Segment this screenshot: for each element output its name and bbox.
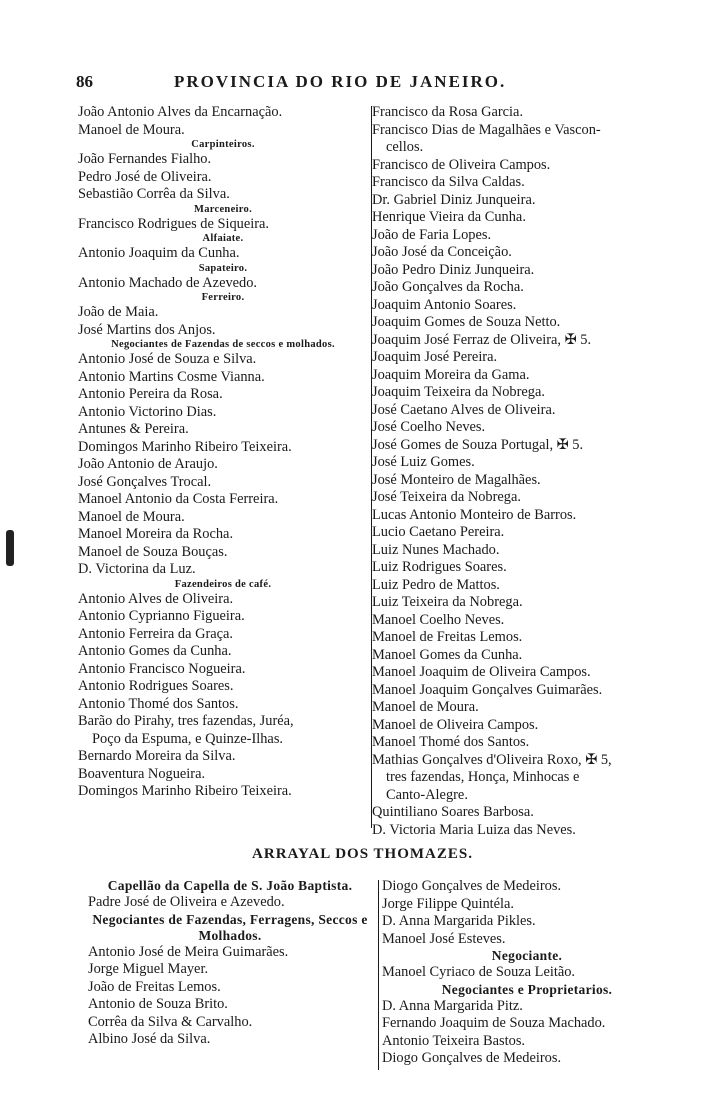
entry-line: José Luiz Gomes. — [372, 454, 475, 470]
entry-line: Manoel José Esteves. — [382, 930, 506, 947]
category-heading: Sapateiro. — [198, 262, 248, 274]
entry-line: João de Faria Lopes. — [372, 226, 492, 243]
entry-line: D. Victorina da Luz. — [78, 561, 196, 577]
entry-line: Francisco Rodrigues de Siqueira. — [78, 215, 270, 232]
category-heading: Ferreiro. — [201, 292, 245, 303]
entry-line: Joaquim José Ferraz de Oliveira, ✠ 5. — [372, 331, 592, 348]
entry-line: Antonio Cyprianno Figueira. — [78, 608, 245, 624]
entry-line: José Gomes de Souza Portugal, ✠ 5. — [372, 436, 584, 453]
entry-line: Antonio Machado de Azevedo. — [78, 274, 258, 291]
entry-line: Antonio Rodrigues Soares. — [78, 678, 234, 694]
entry-line: Lucas Antonio Monteiro de Barros. — [372, 506, 577, 523]
page-number: 86 — [76, 72, 93, 91]
entry-line: Antonio Francisco Nogueira. — [78, 660, 246, 677]
entry-line: João Antonio Alves da Encarnação. — [78, 104, 283, 120]
entry-line: Manoel de Moura. — [78, 508, 185, 525]
entry-line: João Gonçalves da Rocha. — [372, 279, 524, 295]
entry-line: José Gonçalves Trocal. — [78, 473, 212, 490]
entry-line: Sebastião Corrêa da Silva. — [78, 186, 230, 202]
page-header — [62, 72, 622, 94]
entry-line: Jorge Miguel Mayer. — [88, 961, 209, 977]
entry-line: Diogo Gonçalves de Medeiros. — [382, 1050, 562, 1066]
entry-continuation: cellos. — [386, 139, 424, 155]
entry-line: Manoel de Oliveira Campos. — [372, 716, 539, 733]
entry-line: Antonio Ferreira da Graça. — [78, 625, 234, 642]
ink-mark — [6, 530, 14, 566]
entry-line: Quintiliano Soares Barbosa. — [372, 804, 534, 820]
entry-line: Joaquim Gomes de Souza Netto. — [372, 314, 561, 330]
entry-line: Fernando Joaquim de Souza Machado. — [382, 1015, 606, 1031]
entry-line: Mathias Gonçalves d'Oliveira Roxo, ✠ 5, — [372, 751, 612, 768]
entry-line: Francisco Dias de Magalhães e Vascon- — [372, 121, 601, 138]
category-heading: Negociantes e Proprietarios. — [441, 981, 613, 997]
entry-line: Antonio Victorino Dias. — [78, 403, 217, 420]
entry-line: Padre José de Oliveira e Azevedo. — [88, 894, 285, 910]
entry-line: Antonio José de Souza e Silva. — [78, 351, 257, 367]
entry-line: Boaventura Nogueira. — [78, 765, 206, 782]
entry-line: Lucio Caetano Pereira. — [372, 524, 505, 540]
entry-line: José Coelho Neves. — [372, 419, 486, 435]
entry-line: Francisco de Oliveira Campos. — [372, 156, 551, 173]
entry-line: João José da Conceição. — [372, 244, 512, 260]
entry-line: João de Maia. — [78, 304, 159, 320]
entry-line: Antonio de Souza Brito. — [88, 996, 228, 1012]
upper-left-column — [78, 104, 368, 801]
entry-line: Corrêa da Silva & Carvalho. — [88, 1013, 253, 1030]
entry-line: José Teixeira da Nobrega. — [372, 489, 521, 505]
entry-line: Manoel Joaquim Gonçalves Guimarães. — [372, 681, 603, 698]
entry-line: José Martins dos Anjos. — [78, 321, 216, 338]
entry-line: Albino José da Silva. — [88, 1031, 211, 1047]
entry-line: Manoel de Moura. — [78, 121, 185, 138]
entry-line: Bernardo Moreira da Silva. — [78, 748, 236, 764]
entry-line: Luiz Rodrigues Soares. — [372, 559, 507, 575]
entry-line: Manoel Joaquim de Oliveira Campos. — [372, 664, 591, 680]
entry-line: Manoel Moreira da Rocha. — [78, 526, 234, 542]
category-heading: Marceneiro. — [193, 203, 252, 215]
category-heading: Negociantes de Fazendas de seccos e molhados. — [111, 339, 335, 350]
category-heading: Capellão da Capella de S. João Baptista. — [107, 878, 353, 893]
entry-line: Pedro José de Oliveira. — [78, 168, 212, 185]
entry-line: Manoel Coelho Neves. — [372, 611, 505, 628]
category-heading: Alfaiate. — [202, 233, 244, 244]
entry-line: Manoel de Souza Bouças. — [78, 543, 228, 560]
entry-line: Antonio Alves de Oliveira. — [78, 590, 234, 607]
entry-line: Dr. Gabriel Diniz Junqueira. — [372, 191, 536, 208]
entry-line: João Antonio de Araujo. — [78, 456, 218, 472]
entry-line: D. Anna Margarida Pitz. — [382, 997, 523, 1014]
entry-line: Luiz Nunes Machado. — [372, 541, 500, 558]
entry-line: Joaquim Teixeira da Nobrega. — [372, 384, 545, 400]
entry-line: José Caetano Alves de Oliveira. — [372, 401, 556, 418]
entry-line: D. Anna Margarida Pikles. — [382, 913, 536, 929]
entry-line: Manoel de Moura. — [372, 699, 479, 715]
category-heading: Carpinteiros. — [191, 139, 255, 150]
entry-line: Luiz Teixeira da Nobrega. — [372, 594, 523, 610]
running-title: PROVINCIA DO RIO DE JANEIRO. — [174, 72, 507, 91]
entry-line: Antunes & Pereira. — [78, 421, 189, 437]
entry-line: Antonio Teixeira Bastos. — [382, 1032, 526, 1049]
entry-line: Henrique Vieira da Cunha. — [372, 209, 526, 225]
entry-line: Joaquim Antonio Soares. — [372, 296, 517, 313]
entry-line: José Monteiro de Magalhães. — [372, 471, 541, 488]
column-divider-lower — [378, 880, 379, 1070]
entry-line: Antonio Thomé dos Santos. — [78, 695, 239, 712]
entry-line: Joaquim José Pereira. — [372, 349, 498, 365]
lower-right-column — [382, 878, 672, 1068]
section-title: ARRAYAL DOS THOMAZES. — [252, 846, 473, 862]
entry-line: João Pedro Diniz Junqueira. — [372, 261, 535, 278]
entry-line: Antonio Joaquim da Cunha. — [78, 245, 240, 261]
entry-line: Manoel Thomé dos Santos. — [372, 734, 530, 750]
upper-right-column — [372, 104, 672, 839]
entry-line: Manoel Antonio da Costa Ferreira. — [78, 491, 279, 507]
category-heading: Fazendeiros de café. — [174, 578, 272, 590]
entry-line: Manoel Cyriaco de Souza Leitão. — [382, 964, 576, 980]
entry-line: Manoel de Freitas Lemos. — [372, 629, 523, 645]
category-heading: Negociante. — [491, 948, 563, 963]
entry-continuation: tres fazendas, Honça, Minhocas e — [386, 769, 580, 785]
entry-line: Domingos Marinho Ribeiro Teixeira. — [78, 438, 292, 455]
category-heading: Negociantes de Fazendas, Ferragens, Seccos e Molhados. — [92, 911, 368, 943]
entry-continuation: Poço da Espuma, e Quinze-Ilhas. — [92, 730, 284, 747]
entry-line: Francisco da Rosa Garcia. — [372, 104, 524, 120]
entry-line: Francisco da Silva Caldas. — [372, 174, 525, 190]
entry-line: Barão do Pirahy, tres fazendas, Juréa, — [78, 713, 294, 729]
entry-line: Manoel Gomes da Cunha. — [372, 646, 523, 663]
entry-line: Antonio José de Meira Guimarães. — [88, 943, 289, 960]
entry-line: Antonio Martins Cosme Vianna. — [78, 368, 265, 385]
entry-line: Antonio Gomes da Cunha. — [78, 643, 232, 659]
entry-line: Luiz Pedro de Mattos. — [372, 576, 500, 593]
entry-line: Jorge Filippe Quintéla. — [382, 895, 515, 912]
lower-left-column — [88, 878, 372, 1049]
entry-line: Antonio Pereira da Rosa. — [78, 386, 223, 402]
entry-line: Joaquim Moreira da Gama. — [372, 366, 530, 383]
entry-line: João de Freitas Lemos. — [88, 978, 221, 995]
entry-line: Diogo Gonçalves de Medeiros. — [382, 878, 562, 894]
entry-line: D. Victoria Maria Luiza das Neves. — [372, 821, 576, 838]
entry-line: Domingos Marinho Ribeiro Teixeira. — [78, 783, 292, 799]
entry-continuation: Canto-Alegre. — [386, 786, 468, 803]
entry-line: João Fernandes Fialho. — [78, 151, 212, 167]
